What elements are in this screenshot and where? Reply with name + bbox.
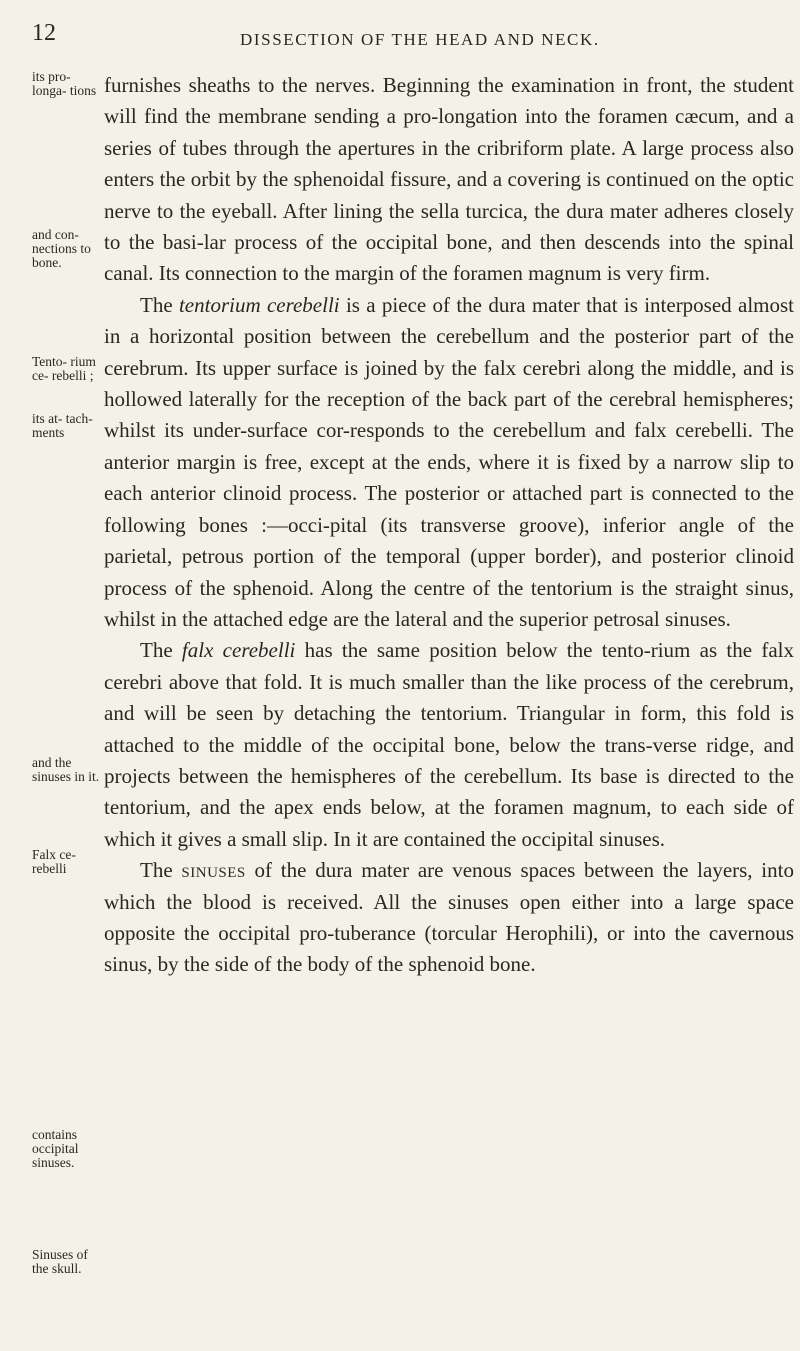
- paragraph-lead: The: [140, 638, 182, 663]
- term-sinuses: sinuses: [181, 858, 246, 883]
- running-head: DISSECTION OF THE HEAD AND NECK.: [240, 30, 600, 49]
- page-number: 12: [32, 20, 56, 46]
- margin-note-sinuses-in-it: and the sinuses in it.: [32, 755, 100, 784]
- margin-note-prolongations: its pro- longa- tions: [32, 69, 97, 98]
- paragraph-falx-cerebelli: [104, 635, 794, 855]
- margin-note-connections: and con- nections to bone.: [32, 227, 91, 270]
- paragraph-lead: The: [140, 858, 182, 883]
- margin-note-attachments: its at- tach- ments: [32, 411, 93, 440]
- paragraph-text: has the same position below the tento-rium as the falx cerebri above that fold. It is much smaller than the like process of the cerebrum, and will be seen by detaching the tentorium. Triangular in form, this fold is attached to the middle of the occipital bone, below the trans-verse ridge, and projects between the hemispheres of the cerebellum. Its base is directed to the tentorium, and the apex ends below, at the foramen magnum, to each side of which it gives a small slip. In it are contained the occipital sinuses.: [104, 638, 794, 851]
- body-text: [104, 70, 794, 981]
- margin-note-tentorium: Tento- rium ce- rebelli ;: [32, 354, 96, 383]
- margin-note-occipital-sinuses: contains occipital sinuses.: [32, 1127, 79, 1170]
- term-falx-cerebelli: falx cerebelli: [181, 638, 296, 663]
- paragraph-sinuses: [104, 855, 794, 981]
- term-tentorium-cerebelli: tentorium cerebelli: [178, 292, 340, 317]
- paragraph-text: of the dura mater are venous spaces between the layers, into which the blood is received. All the sinuses open either into a large space opposite the occipital pro-tuberance (torcular Herophili), or into the cavernous sinus, by the side of the body of the sphenoid bone.: [104, 858, 794, 977]
- paragraph-text: is a piece of the dura mater that is interposed almost in a horizontal position between the cerebellum and the posterior part of the cerebrum. Its upper surface is joined by the falx cerebri along the middle, and is hollowed laterally for the reception of the back part of the cerebral hemispheres; whilst its under-surface cor-responds to the cerebellum and falx cerebelli. The anterior margin is free, except at the ends, where it is fixed by a narrow slip to each anterior clinoid process. The posterior or attached part is connected to the following bones :—occi-pital (its transverse groove), inferior angle of the parietal, petrous portion of the temporal (upper border), and posterior clinoid process of the sphenoid. Along the centre of the tentorium is the straight sinus, whilst in the attached edge are the lateral and the superior petrosal sinuses.: [104, 292, 794, 631]
- margin-note-sinuses-of-skull: Sinuses of the skull.: [32, 1247, 88, 1276]
- paragraph-lead: The: [140, 292, 179, 317]
- paragraph-text: furnishes sheaths to the nerves. Beginning the examination in front, the student will find the membrane sending a pro-longation into the foramen cæcum, and a series of tubes through the apertures in the cribriform plate. A large process also enters the orbit by the sphenoidal fissure, and a covering is continued on the optic nerve to the eyeball. After lining the sella turcica, the dura mater adheres closely to the basi-lar process of the occipital bone, and then descends into the spinal canal. Its connection to the margin of the foramen magnum is very firm.: [104, 73, 794, 286]
- paragraph-tentorium: [104, 290, 794, 635]
- paragraph-dura-prolongations: [104, 70, 794, 290]
- margin-note-falx-cerebelli: Falx ce- rebelli: [32, 847, 76, 876]
